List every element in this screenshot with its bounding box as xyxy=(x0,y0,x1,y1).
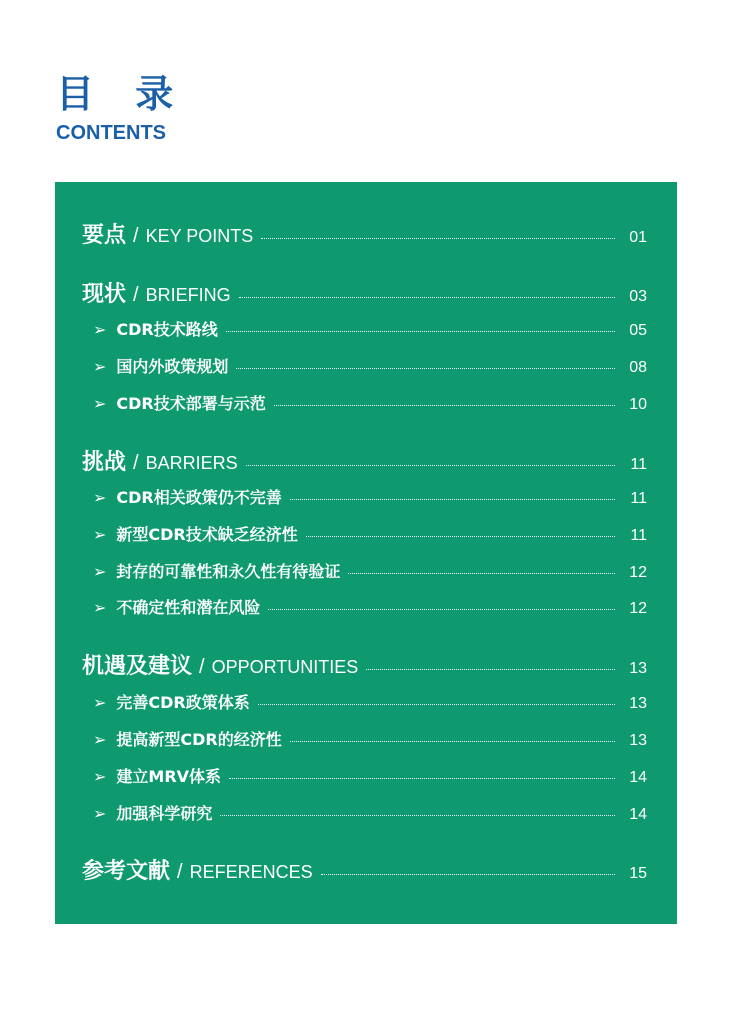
page-number: 10 xyxy=(629,396,647,413)
separator: / xyxy=(133,452,139,474)
toc-subentry[interactable] xyxy=(93,690,647,713)
subentry-label: CDR相关政策仍不完善 xyxy=(116,488,282,507)
page-number: 12 xyxy=(629,600,647,617)
dot-leader xyxy=(274,405,615,406)
page-number: 11 xyxy=(630,490,647,507)
toc-subentry[interactable] xyxy=(93,727,647,750)
page-number: 08 xyxy=(629,359,647,376)
section-title-cn: 要点 xyxy=(82,223,127,248)
dot-leader xyxy=(246,465,615,466)
section-title-en: BARRIERS xyxy=(145,453,238,473)
arrow-bullet-icon: ➢ xyxy=(93,767,107,786)
section-title-en: BRIEFING xyxy=(145,285,231,305)
page-number: 13 xyxy=(629,695,647,712)
arrow-bullet-icon: ➢ xyxy=(93,598,107,617)
page-number: 15 xyxy=(629,865,647,882)
dot-leader xyxy=(290,499,615,500)
toc-subentry[interactable] xyxy=(93,485,647,508)
dot-leader xyxy=(239,297,615,298)
page-number: 11 xyxy=(630,456,647,473)
section-title-cn: 参考文献 xyxy=(82,859,171,884)
separator: / xyxy=(133,284,139,306)
subentry-label: 封存的可靠性和永久性有待验证 xyxy=(116,562,341,581)
section-title-cn: 机遇及建议 xyxy=(82,654,193,679)
toc-entry-barriers[interactable] xyxy=(82,445,647,476)
separator: / xyxy=(177,861,183,883)
section-title-cn: 现状 xyxy=(82,282,127,307)
arrow-bullet-icon: ➢ xyxy=(93,394,107,413)
subentry-label: CDR技术路线 xyxy=(116,320,218,339)
subentry-label: 建立MRV体系 xyxy=(116,767,222,786)
separator: / xyxy=(133,225,139,247)
page-number: 05 xyxy=(629,322,647,339)
dot-leader xyxy=(268,609,615,610)
page-number: 03 xyxy=(629,288,647,305)
page-number: 12 xyxy=(629,564,647,581)
subentry-label: 加强科学研究 xyxy=(116,804,213,823)
page-number: 13 xyxy=(629,732,647,749)
page-number: 01 xyxy=(629,229,647,246)
separator: / xyxy=(199,656,205,678)
subentry-label: CDR技术部署与示范 xyxy=(116,394,266,413)
section-title-en: OPPORTUNITIES xyxy=(211,657,359,677)
subentry-label: 新型CDR技术缺乏经济性 xyxy=(116,525,298,544)
dot-leader xyxy=(220,815,615,816)
subentry-label: 不确定性和潜在风险 xyxy=(116,598,261,617)
toc-subentry[interactable] xyxy=(93,764,647,787)
page-number: 14 xyxy=(629,806,647,823)
arrow-bullet-icon: ➢ xyxy=(93,804,107,823)
arrow-bullet-icon: ➢ xyxy=(93,525,107,544)
toc-subentry[interactable] xyxy=(93,595,647,618)
toc-entry-key-points[interactable] xyxy=(82,218,647,249)
toc-subentry[interactable] xyxy=(93,317,647,340)
section-title-en: KEY POINTS xyxy=(145,226,254,246)
dot-leader xyxy=(348,573,615,574)
subentry-label: 提高新型CDR的经济性 xyxy=(116,730,282,749)
page-number: 11 xyxy=(630,527,647,544)
toc-subentry[interactable] xyxy=(93,559,647,582)
page-title: 目 录 xyxy=(56,72,188,116)
subentry-label: 国内外政策规划 xyxy=(116,357,229,376)
section-title-cn: 挑战 xyxy=(82,450,127,475)
toc-subentry[interactable] xyxy=(93,522,647,545)
toc-entry-opportunities[interactable] xyxy=(82,649,647,680)
section-title-en: REFERENCES xyxy=(189,862,313,882)
toc-subentry[interactable] xyxy=(93,801,647,824)
toc-entry-briefing[interactable] xyxy=(82,277,647,308)
dot-leader xyxy=(226,331,615,332)
arrow-bullet-icon: ➢ xyxy=(93,562,107,581)
dot-leader xyxy=(306,536,615,537)
toc-panel xyxy=(55,182,677,924)
toc-subentry[interactable] xyxy=(93,354,647,377)
page-subtitle: CONTENTS xyxy=(56,122,166,144)
dot-leader xyxy=(366,669,615,670)
dot-leader xyxy=(261,238,615,239)
arrow-bullet-icon: ➢ xyxy=(93,320,107,339)
dot-leader xyxy=(236,368,615,369)
toc-subentry[interactable] xyxy=(93,391,647,414)
dot-leader xyxy=(258,704,615,705)
arrow-bullet-icon: ➢ xyxy=(93,693,107,712)
arrow-bullet-icon: ➢ xyxy=(93,488,107,507)
arrow-bullet-icon: ➢ xyxy=(93,730,107,749)
page-number: 13 xyxy=(629,660,647,677)
subentry-label: 完善CDR政策体系 xyxy=(116,693,250,712)
dot-leader xyxy=(229,778,615,779)
dot-leader xyxy=(290,741,615,742)
dot-leader xyxy=(321,874,615,875)
page-number: 14 xyxy=(629,769,647,786)
arrow-bullet-icon: ➢ xyxy=(93,357,107,376)
toc-entry-references[interactable] xyxy=(82,854,647,885)
